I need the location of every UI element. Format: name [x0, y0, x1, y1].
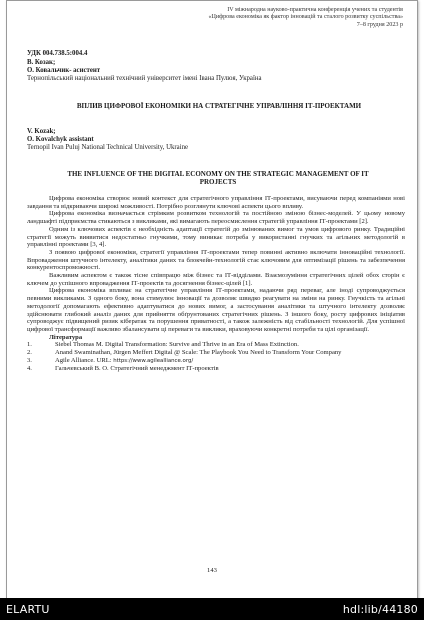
paragraph-6: Цифрова економіка впливає на стратегічне управління ІТ-проектами, надаючи ряд переваг, але іноді супроводжується певними викликами. З одного боку, вона стимулює інновації та дозволяє швидко реагувати на зміни на ринку. Гнучкість та агільні методології допомагають ефективно адаптуватися до нових вимог, а застосування аналітики та штучного інтелекту дозволяє здійснювати глибокий аналіз даних для прийняття обґрунтованих стратегічних рішень. З іншого боку, росту цифрових ініціатив супроводжує підвищений ризик кібератак та порушення приватності, а також залежність від стабільності технологій. Для успішної цифрової трансформації важливо збалансувати ці переваги та виклики, враховуючи конкретні потреби та цілі організації.	[27, 287, 405, 333]
reference-item: 4. Гальчевський В. О. Стратегічний менеджмент ІТ-проектів	[27, 365, 219, 373]
author-ua-2: О. Ковальчик- асистент	[27, 67, 101, 74]
author-en-1: V. Kozak;	[27, 128, 56, 135]
footer-repository-label: ELARTU	[6, 603, 50, 616]
reference-list	[27, 341, 405, 373]
footer-bar	[0, 598, 424, 620]
authors-en	[27, 128, 405, 152]
reference-item: 2. Anand Swaminathan, Jürgen Meffert Digital @ Scale: The Playbook You Need to Transform Your Company	[27, 349, 342, 357]
conference-dates: 7–8 грудня 2023 р	[356, 21, 403, 28]
conference-line-2: «Цифрова економіка як фактор інновацій та сталого розвитку суспільства»	[208, 14, 403, 21]
footer-handle-id: hdl:lib/44180	[342, 603, 418, 616]
conference-line-1: IV міжнародна науково-практична конференція учених та студентів	[227, 7, 403, 13]
affiliation-en: Ternopil Ivan Puluj National Technical University, Ukraine	[27, 144, 188, 151]
reference-item: 1. Siebel Thomas M. Digital Transformation: Survive and Thrive in an Era of Mass Extinction.	[27, 341, 299, 349]
title-ua: ВПЛИВ ЦИФРОВОЇ ЕКОНОМІКИ НА СТРАТЕГІЧНЕ УПРАВЛІННЯ ІТ-ПРОЕКТАМИ	[76, 102, 362, 110]
authors-ua	[27, 59, 405, 83]
affiliation-ua: Тернопільський національний технічний університет імені Івана Пулюя, Україна	[27, 75, 262, 82]
author-ua-1: В. Козак;	[27, 59, 56, 66]
page-number: 143	[207, 567, 217, 574]
paragraph-3: Одним із ключових аспектів є необхідність адаптації стратегій до змінюваних вимог та умов цифрового ринку. Традиційні стратегії можуть виявитися недостатньо гнучкими, тому виникає потреба у використанні гнучких та агільних методологій в управлінні проектами [3, 4].	[27, 225, 405, 249]
reference-url-link[interactable]: https://www.agilealliance.org/	[113, 357, 194, 364]
udc-code: УДК 004.738.5:004.4	[27, 50, 88, 57]
conference-header	[103, 7, 403, 29]
paper-page	[6, 0, 418, 600]
body-text	[27, 195, 405, 373]
author-en-2: O. Kovalchyk assistant	[27, 136, 94, 143]
reference-item: 3. Agile Alliance. URL: https://www.agilealliance.org/	[27, 356, 194, 364]
paragraph-2: Цифрова економіка визначається стрімким розвитком технологій та постійною зміною бізнес-моделей. У цьому новому ландшафті підприємства стикаються з викликами, які вимагають переосмислення стратегій управління ІТ-проектами [2].	[27, 210, 405, 226]
paragraph-4: З появою цифрової економіки, стратегії управління ІТ-проектами тепер повинні активно включати інноваційні технології. Впровадження штучного інтелекту, аналітики даних та блокчейн-технологій стає ключовим для оптимізації рішень та забезпечення конкурентоспроможності.	[27, 248, 405, 272]
paragraph-1: Цифрова економіка створює новий контекст для стратегічного управління ІТ-проектами, висуваючи перед компаніями нові завдання та відкриваючи широкі можливості. Потрібно розглянути ключові аспекти цього впливу.	[27, 195, 405, 210]
title-en: THE INFLUENCE OF THE DIGITAL ECONOMY ON THE STRATEGIC MANAGEMENT OF IT PROJECTS	[67, 170, 369, 187]
literature-heading: Література	[49, 333, 83, 341]
paragraph-5: Важливим аспектом є також тісне співпрацю між бізнес та ІТ-відділами. Взаємозуміння стратегічних цілей обох сторін є ключем до успішного впровадження ІТ-проектів та досягнення бізнес-цілей [1].	[27, 272, 405, 287]
